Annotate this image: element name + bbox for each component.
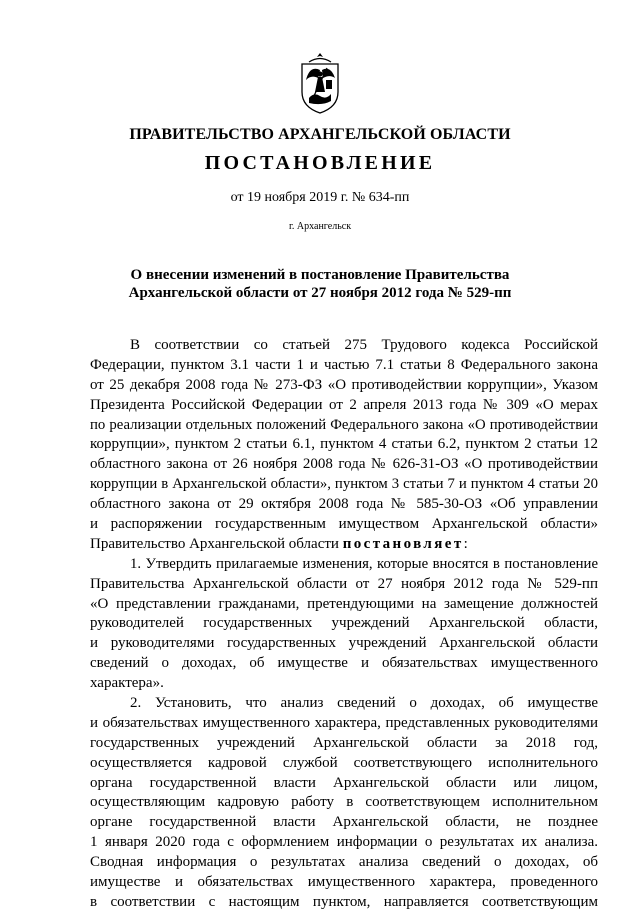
text-line: 1. Утвердить прилагаемые изменения, которые вносятся в постановление [130, 555, 598, 572]
text-line: органе государственной власти Архангельской области, не позднее [90, 814, 598, 831]
text-line: руководителей государственных учреждений Архангельской области, [90, 615, 598, 632]
text-line: Президента Российской Федерации от 2 апреля 2013 года № 309 «О мерах [90, 396, 598, 413]
text-line: сведений о доходах, об имуществе и обязательствах имущественного [90, 655, 598, 672]
text-line: Федерации, пунктом 3.1 части 1 и частью 7.1 статьи 8 Федерального закона [90, 356, 598, 373]
text-line: Сводная информация о результатах анализа сведений о доходах, об [90, 854, 598, 871]
text-line: Правительства Архангельской области от 27 ноября 2012 года № 529-пп [90, 575, 598, 592]
text-fragment: Правительство Архангельской области [90, 535, 343, 552]
document-title [0, 266, 640, 302]
text-line: областного закона от 29 октября 2008 года № 585-30-ОЗ «Об управлении [90, 496, 598, 513]
text-line: «О представлении гражданами, претендующими на замещение должностей [90, 595, 598, 612]
resolution-verb: постановляет [342, 535, 464, 552]
text-line: коррупции в Архангельской области», пунктом 3 статьи 7 и пунктом 4 статьи 20 [90, 476, 598, 493]
text-line: 1 января 2020 года с оформлением информации о результатах их анализа. [90, 834, 598, 851]
title-line: О внесении изменений в постановление Правительства [130, 267, 510, 283]
text-line: характера». [90, 675, 164, 692]
text-line: и обязательствах имущественного характера, представленных руководителями [90, 714, 598, 731]
text-line [90, 535, 598, 555]
text-line: и руководителями государственных учреждений Архангельской области [90, 635, 598, 652]
text-line: от 25 декабря 2008 года № 273-ФЗ «О противодействии коррупции», Указом [90, 376, 598, 393]
text-line: 2. Установить, что анализ сведений о доходах, об имуществе [130, 695, 598, 712]
text-line: и распоряжении государственным имуществом Архангельской области» [90, 516, 598, 533]
text-line: по реализации отдельных положений Федерального закона «О противодействии [90, 416, 598, 433]
text-line: государственных учреждений Архангельской области за 2018 год, [90, 734, 598, 751]
organization-name: ПРАВИТЕЛЬСТВО АРХАНГЕЛЬСКОЙ ОБЛАСТИ [129, 126, 511, 143]
preamble-paragraph [90, 336, 598, 555]
document-date-number: от 19 ноября 2019 г. № 634-пп [230, 190, 410, 205]
item-1-paragraph [90, 555, 598, 694]
text-fragment: : [463, 535, 468, 552]
text-line: В соответствии со статьей 275 Трудового кодекса Российской [130, 337, 598, 353]
document-body [90, 336, 598, 913]
document-type: ПОСТАНОВЛЕНИЕ [204, 152, 436, 174]
text-line: осуществляющим кадровую работу в соответствующем исполнительном [90, 794, 598, 811]
title-line: Архангельской области от 27 ноября 2012 года № 529-пп [128, 285, 512, 301]
archangel-coat-of-arms-icon [300, 52, 340, 114]
text-line: имуществе и обязательствах имущественного характера, проведенного [90, 874, 598, 891]
text-line: областного закона от 26 ноября 2008 года № 626-31-ОЗ «О противодействии [90, 456, 598, 473]
text-line: осуществляется кадровой службой соответствующего исполнительного [90, 754, 598, 771]
text-line: коррупции», пунктом 2 статьи 6.1, пунктом 4 статьи 6.2, пунктом 2 статьи 12 [90, 436, 598, 453]
text-line: органа государственной власти Архангельской области или лицом, [90, 774, 598, 791]
document-city: г. Архангельск [288, 221, 352, 232]
item-2-paragraph [90, 694, 598, 913]
text-line: в соответствии с настоящим пунктом, направляется соответствующим [90, 893, 598, 910]
